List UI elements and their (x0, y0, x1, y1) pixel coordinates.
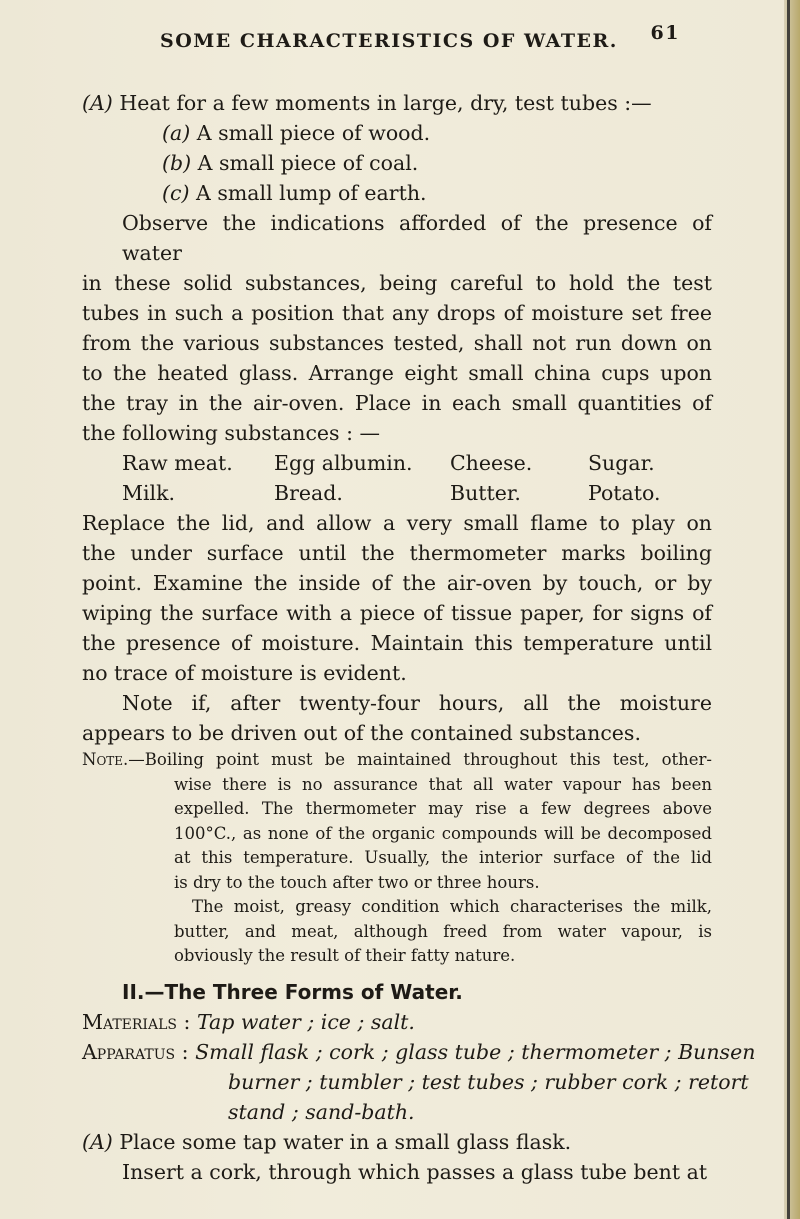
materials-line: Materials : Tap water ; ice ; salt. (82, 1009, 415, 1034)
apparatus-label: Apparatus (82, 1039, 176, 1064)
substances-row: Raw meat. Egg albumin. Cheese. Sugar. (122, 451, 655, 475)
section-a-text: Heat for a few moments in large, dry, test tubes :— (119, 91, 652, 115)
binding-edge-line (787, 0, 790, 1219)
running-title: SOME CHARACTERISTICS OF WATER. (160, 30, 618, 52)
section-a-label: (A) (82, 91, 113, 115)
note-label: Note. (82, 750, 129, 769)
page-body (82, 88, 756, 1187)
running-header (160, 22, 680, 52)
list-item: (b) A small piece of coal. (162, 151, 419, 175)
page-number: 61 (650, 22, 680, 44)
footnote: Note.—Boiling point must be maintained throughout this test, other- wise there is no assurance that all water vapour has been expelled. The thermometer may rise a few degrees above 100°C., as none of the organic compounds will be decomposed at this temperature. Usually, the interior surface of the lid is dry to the touch after two or three hours. The moist, greasy condition which characterises the milk, butter, and meat, although freed from water vapour, is obviously the result of their fatty nature. (82, 750, 712, 965)
materials-text: Tap water ; ice ; salt. (196, 1009, 415, 1034)
section-a2: (A) Place some tap water in a small glass flask. Insert a cork, through which passes a glass tube bent at (82, 1129, 708, 1184)
substances-row: Milk. Bread. Butter. Potato. (122, 481, 661, 505)
list-item: (c) A small lump of earth. (162, 181, 427, 205)
section-heading: II.—The Three Forms of Water. (122, 979, 463, 1004)
section-a-intro (82, 88, 712, 118)
materials-label: Materials (82, 1009, 177, 1034)
paragraph-observe: Observe the indications afforded of the presence of water in these solid substances, being careful to hold the test tubes in such a position that any drops of moisture set free from the various substances tested, shall not run down on to the heated glass. Arrange eight small china cups upon the tray in the air-oven. Place in each small quantities of the following substances : — (82, 211, 712, 445)
paragraph-replace: Replace the lid, and allow a very small flame to play on the under surface until the thermometer marks boiling point. Examine the inside of the air-oven by touch, or by wiping the surface with a piece of tissue paper, for signs of the presence of moisture. Maintain this temperature until no trace of moisture is evident. (82, 511, 712, 685)
list-item: (a) A small piece of wood. (162, 121, 431, 145)
paragraph-note-if: Note if, after twenty-four hours, all the moisture appears to be driven out of the contained substances. (82, 691, 712, 745)
apparatus-block: Apparatus : Small flask ; cork ; glass tube ; thermometer ; Bunsen burner ; tumbler ; test tubes ; rubber cork ; retort stand ; sand-bath. (82, 1039, 756, 1124)
